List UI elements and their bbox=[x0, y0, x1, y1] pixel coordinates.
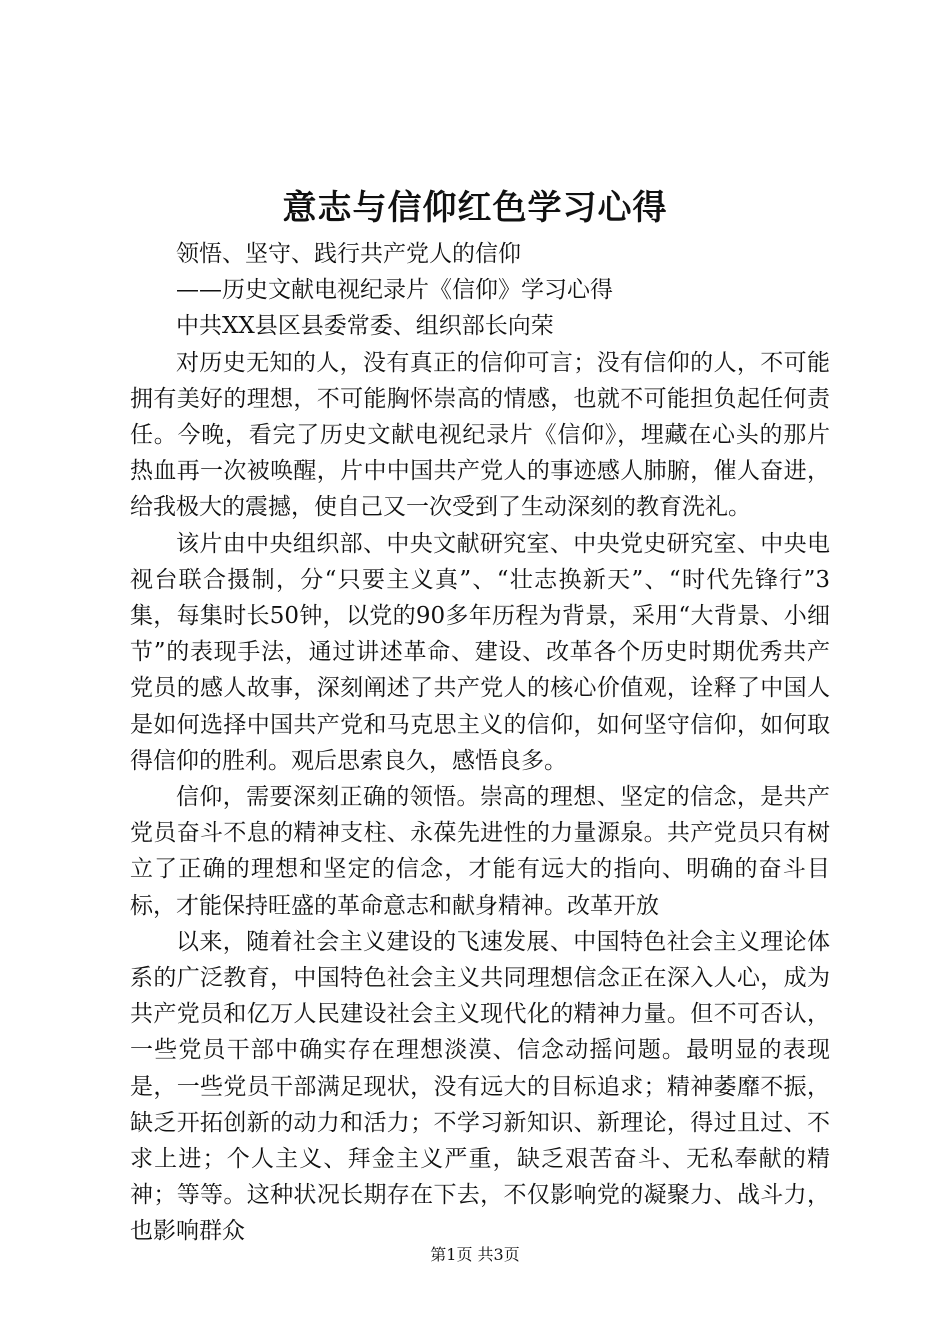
paragraph-2: 该片由中央组织部、中央文献研究室、中央党史研究室、中央电视台联合摄制，分“只要主义真”、“壮志换新天”、“时代先锋行”3集，每集时长50钟，以党的90多年历程为背景，采用“大背景、小细节”的表现手法，通过讲述革命、建设、改革各个历史时期优秀共产党员的感人故事，深刻阐述了共产党人的核心价值观，诠释了中国人是如何选择中国共产党和马克思主义的信仰，如何坚守信仰，如何取得信仰的胜利。观后思索良久，感悟良多。 bbox=[130, 530, 830, 774]
document-body bbox=[130, 236, 830, 1250]
document-title: 意志与信仰红色学习心得 bbox=[282, 188, 668, 228]
subtitle-line-2: ——历史文献电视纪录片《信仰》学习心得 bbox=[176, 277, 613, 304]
author-line: 中共XX县区县委常委、组织部长向荣 bbox=[176, 313, 554, 340]
paragraph-3: 信仰，需要深刻正确的领悟。崇高的理想、坚定的信念，是共产党员奋斗不息的精神支柱、永葆先进性的力量源泉。共产党员只有树立了正确的理想和坚定的信念，才能有远大的指向、明确的奋斗目标，才能保持旺盛的革命意志和献身精神。改革开放 bbox=[130, 784, 830, 919]
subtitle-line-1: 领悟、坚守、践行共产党人的信仰 bbox=[176, 241, 521, 267]
paragraph-4: 以来，随着社会主义建设的飞速发展、中国特色社会主义理论体系的广泛教育，中国特色社会主义共同理想信念正在深入人心，成为共产党员和亿万人民建设社会主义现代化的精神力量。但不可否认，一些党员干部中确实存在理想淡漠、信念动摇问题。最明显的表现是，一些党员干部满足现状，没有远大的目标追求；精神萎靡不振，缺乏开拓创新的动力和活力；不学习新知识、新理论，得过且过、不求上进；个人主义、拜金主义严重，缺乏艰苦奋斗、无私奉献的精神；等等。这种状况长期存在下去，不仅影响党的凝聚力、战斗力，也影响群众 bbox=[130, 928, 830, 1245]
page-footer: 第1页 共3页 bbox=[430, 1245, 520, 1264]
paragraph-1: 对历史无知的人，没有真正的信仰可言；没有信仰的人，不可能拥有美好的理想，不可能胸怀崇高的情感，也就不可能担负起任何责任。今晚，看完了历史文献电视纪录片《信仰》，埋藏在心头的那片热血再一次被唤醒，片中中国共产党人的事迹感人肺腑，催人奋进，给我极大的震撼，使自己又一次受到了生动深刻的教育洗礼。 bbox=[130, 349, 830, 521]
